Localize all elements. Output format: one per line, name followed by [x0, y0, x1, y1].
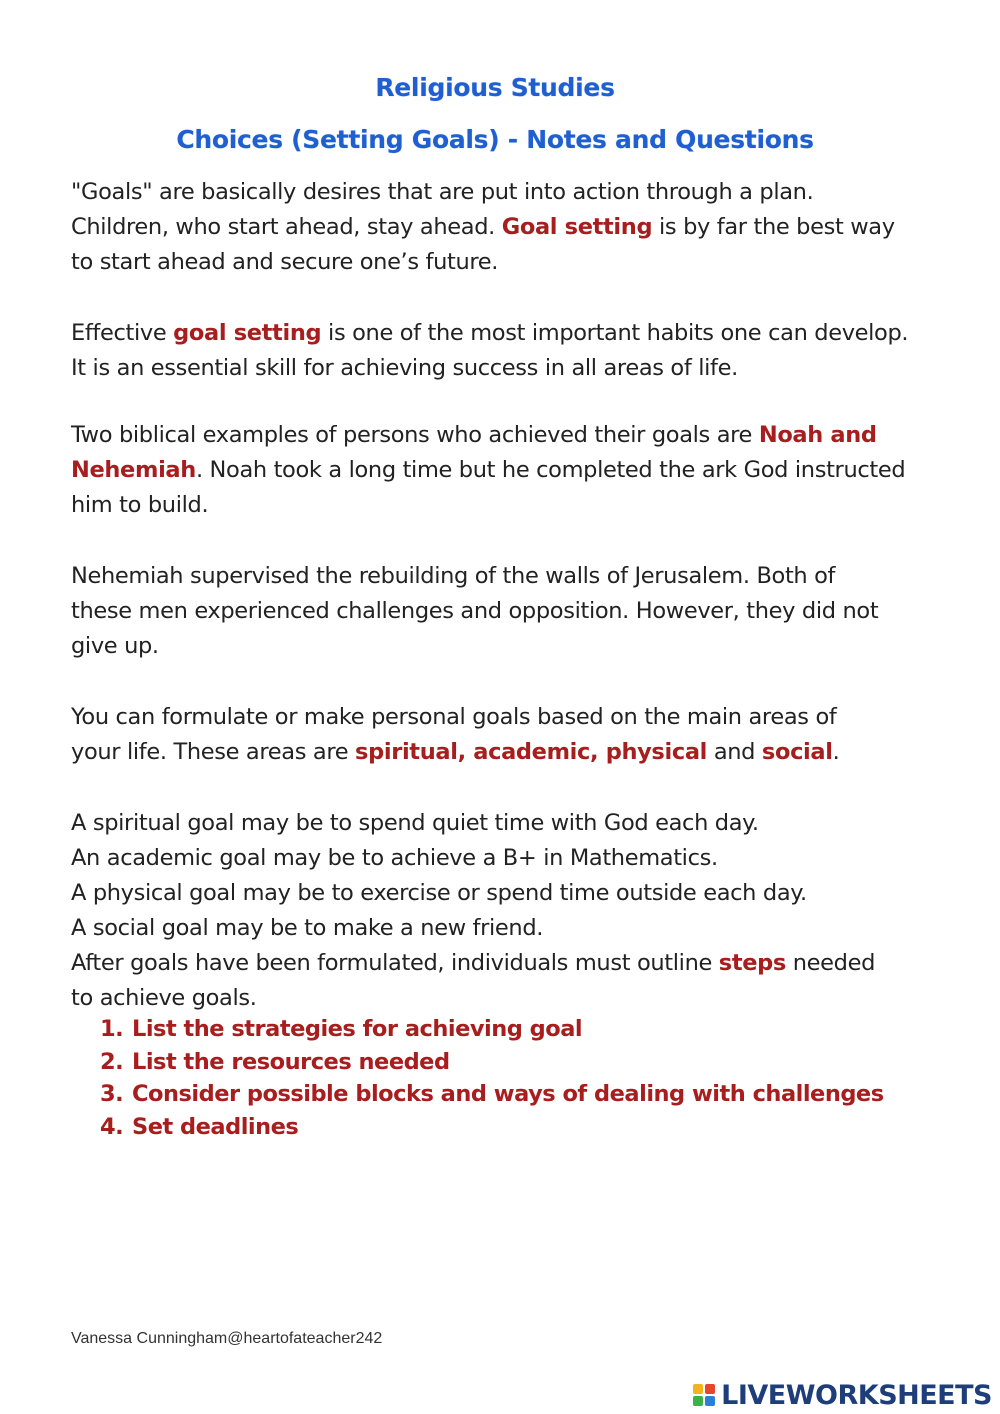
- text-segment: your life. These areas are: [71, 739, 356, 765]
- text-segment: is one of the most important habits one can develop.: [321, 320, 909, 346]
- paragraph-biblical-examples: [71, 418, 931, 523]
- list-item: [100, 1013, 884, 1046]
- highlight-term: spiritual, academic, physical: [355, 739, 708, 765]
- text-segment: is by far the best way: [652, 214, 895, 240]
- text-line: [71, 453, 931, 488]
- logo-square: [705, 1384, 715, 1394]
- logo-square: [705, 1396, 715, 1406]
- paragraph-life-areas: [71, 700, 931, 770]
- page-subtitle: Choices (Setting Goals) - Notes and Questions: [176, 125, 814, 154]
- text-line: A physical goal may be to exercise or spend time outside each day.: [71, 880, 807, 906]
- step-number: 4.: [100, 1113, 124, 1140]
- text-line: A social goal may be to make a new friend.: [71, 915, 544, 941]
- text-segment: Effective: [71, 320, 174, 346]
- step-text: List the strategies for achieving goal: [132, 1016, 583, 1042]
- step-number: 1.: [100, 1016, 124, 1042]
- text-segment: needed: [785, 950, 876, 976]
- page-title: Religious Studies: [375, 73, 615, 102]
- text-line: [71, 316, 931, 351]
- text-segment: Two biblical examples of persons who achieved their goals are: [71, 422, 759, 448]
- step-text: List the resources needed: [132, 1048, 450, 1075]
- text-line: these men experienced challenges and opposition. However, they did not: [71, 598, 879, 624]
- list-item: [100, 1046, 884, 1079]
- text-line: to start ahead and secure one’s future.: [71, 249, 499, 275]
- text-line: give up.: [71, 633, 159, 659]
- text-line: It is an essential skill for achieving success in all areas of life.: [71, 355, 738, 381]
- text-line: Nehemiah supervised the rebuilding of the walls of Jerusalem. Both of: [71, 563, 836, 589]
- paragraph-goals-definition: [71, 175, 931, 280]
- highlight-term: steps: [718, 950, 786, 976]
- highlight-term: Nehemiah: [71, 457, 196, 483]
- text-segment: and: [707, 739, 762, 765]
- text-segment: . Noah took a long time but he completed the ark God instructed: [195, 457, 906, 483]
- liveworksheets-logo[interactable]: [693, 1377, 992, 1413]
- paragraph-effective-goal-setting: [71, 316, 931, 386]
- brand-name: LIVEWORKSHEETS: [721, 1379, 992, 1411]
- text-line: him to build.: [71, 492, 209, 518]
- text-segment: .: [832, 739, 840, 765]
- text-line: [71, 946, 931, 981]
- text-segment: Children, who start ahead, stay ahead.: [71, 214, 502, 240]
- text-line: A spiritual goal may be to spend quiet time with God each day.: [71, 810, 759, 836]
- text-line: "Goals" are basically desires that are put into action through a plan.: [71, 179, 814, 205]
- step-number: 2.: [100, 1048, 124, 1075]
- text-line: [71, 735, 931, 770]
- highlight-term: Noah and: [758, 422, 877, 448]
- text-line: [71, 210, 931, 245]
- text-line: to achieve goals.: [71, 985, 257, 1011]
- step-number: 3.: [100, 1081, 124, 1107]
- logo-square: [693, 1396, 703, 1406]
- logo-grid-icon: [693, 1384, 715, 1406]
- text-line: You can formulate or make personal goals based on the main areas of: [71, 704, 837, 730]
- paragraph-nehemiah: [71, 559, 931, 664]
- highlight-term: goal setting: [173, 320, 322, 346]
- list-item: [100, 1078, 884, 1111]
- paragraph-goal-examples: [71, 806, 931, 1016]
- text-line: An academic goal may be to achieve a B+ in Mathematics.: [71, 845, 718, 871]
- highlight-term: Goal setting: [501, 214, 653, 240]
- author-credit: Vanessa Cunningham@heartofateacher242: [71, 1330, 383, 1347]
- list-item: [100, 1111, 884, 1144]
- step-text: Set deadlines: [132, 1113, 299, 1140]
- step-text: Consider possible blocks and ways of dealing with challenges: [132, 1081, 884, 1107]
- text-segment: After goals have been formulated, individuals must outline: [71, 950, 719, 976]
- highlight-term: social: [761, 739, 833, 765]
- text-line: [71, 418, 931, 453]
- steps-list: [100, 1013, 884, 1143]
- logo-square: [693, 1384, 703, 1394]
